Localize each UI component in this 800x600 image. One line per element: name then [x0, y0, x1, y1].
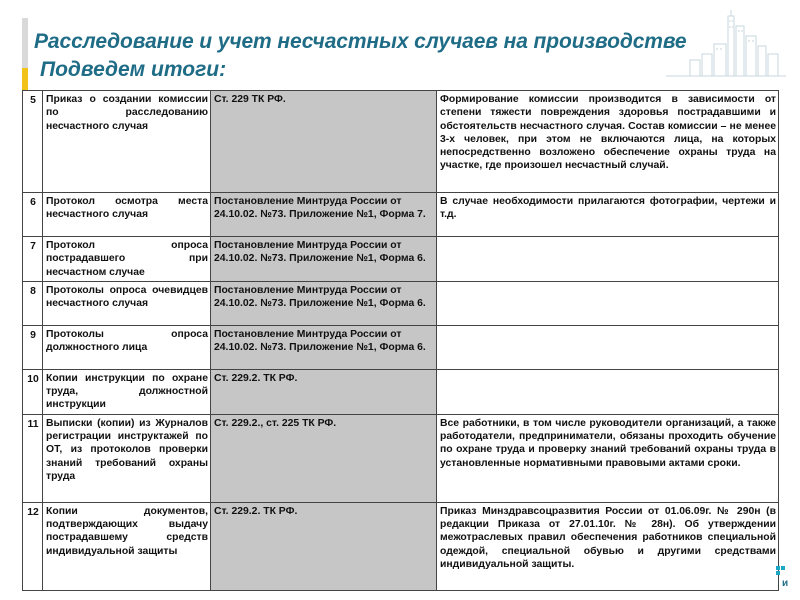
table-row — [23, 369, 779, 414]
table-row — [23, 193, 779, 237]
row-note — [437, 237, 779, 282]
document-name: Копии документов, подтверждающих выдачу пострадавшему средств индивидуальной защиты — [43, 502, 211, 590]
page-subtitle: Подведем итоги: — [40, 58, 227, 81]
document-name: Протокол опроса пострадавшего при несчастном случае — [43, 237, 211, 282]
squares-logo-icon — [776, 566, 788, 576]
legal-basis: Ст. 229.2., ст. 225 ТК РФ. — [211, 414, 437, 502]
table-row — [23, 502, 779, 590]
row-number: 7 — [23, 237, 43, 282]
table-row — [23, 325, 779, 369]
row-number: 11 — [23, 414, 43, 502]
legal-basis: Постановление Минтруда России от 24.10.02. №73. Приложение №1, Форма 7. — [211, 193, 437, 237]
document-name: Копии инструкции по охране труда, должностной инструкции — [43, 369, 211, 414]
legal-basis: Постановление Минтруда России от 24.10.02. №73. Приложение №1, Форма 6. — [211, 237, 437, 282]
document-name: Протоколы опроса очевидцев несчастного случая — [43, 281, 211, 325]
corner-text: и — [782, 578, 789, 589]
row-note: В случае необходимости прилагаются фотографии, чертежи и т.д. — [437, 193, 779, 237]
document-name: Протоколы опроса должностного лица — [43, 325, 211, 369]
row-number: 9 — [23, 325, 43, 369]
row-note: Приказ Минздравсоцразвития России от 01.06.09г. № 290н (в редакции Приказа от 27.01.10г. № 28н). Об утверждении межотраслевых правил обеспечения работников специальной одеждой, специальной обувью и другими средствами индивидуальной защиты. — [437, 502, 779, 590]
row-note — [437, 281, 779, 325]
page-title: Расследование и учет несчастных случаев на производстве — [34, 30, 687, 53]
legal-basis: Ст. 229.2. ТК РФ. — [211, 502, 437, 590]
legal-basis: Постановление Минтруда России от 24.10.02. №73. Приложение №1, Форма 6. — [211, 325, 437, 369]
legal-basis: Ст. 229 ТК РФ. — [211, 91, 437, 193]
document-name: Протокол осмотра места несчастного случая — [43, 193, 211, 237]
table-row — [23, 91, 779, 193]
row-note — [437, 325, 779, 369]
table-row — [23, 414, 779, 502]
row-number: 6 — [23, 193, 43, 237]
city-skyline-icon — [666, 10, 786, 78]
row-number: 5 — [23, 91, 43, 193]
table-row — [23, 281, 779, 325]
legal-basis: Ст. 229.2. ТК РФ. — [211, 369, 437, 414]
row-number: 10 — [23, 369, 43, 414]
document-name: Приказ о создании комиссии по расследованию несчастного случая — [43, 91, 211, 193]
row-number: 8 — [23, 281, 43, 325]
documents-table — [22, 90, 778, 591]
row-number: 12 — [23, 502, 43, 590]
header-accent-bar — [22, 68, 28, 90]
legal-basis: Постановление Минтруда России от 24.10.02. №73. Приложение №1, Форма 6. — [211, 281, 437, 325]
table-row — [23, 237, 779, 282]
row-note — [437, 369, 779, 414]
row-note: Все работники, в том числе руководители организаций, а также работодатели, предприниматели, обязаны проходить обучение по охране труда и проверку знаний требований охраны труда в установленные нормативными правовыми актами сроки. — [437, 414, 779, 502]
row-note: Формирование комиссии производится в зависимости от степени тяжести повреждения здоровья пострадавшими и обстоятельств несчастного случая. Состав комиссии – не менее 3-х человек, при этом не включаются лица, на которых непосредственно возложено обеспечение охраны труда на участке, где произошел несчастный случай. — [437, 91, 779, 193]
document-name: Выписки (копии) из Журналов регистрации инструктажей по ОТ, из протоколов проверки знаний требований охраны труда — [43, 414, 211, 502]
